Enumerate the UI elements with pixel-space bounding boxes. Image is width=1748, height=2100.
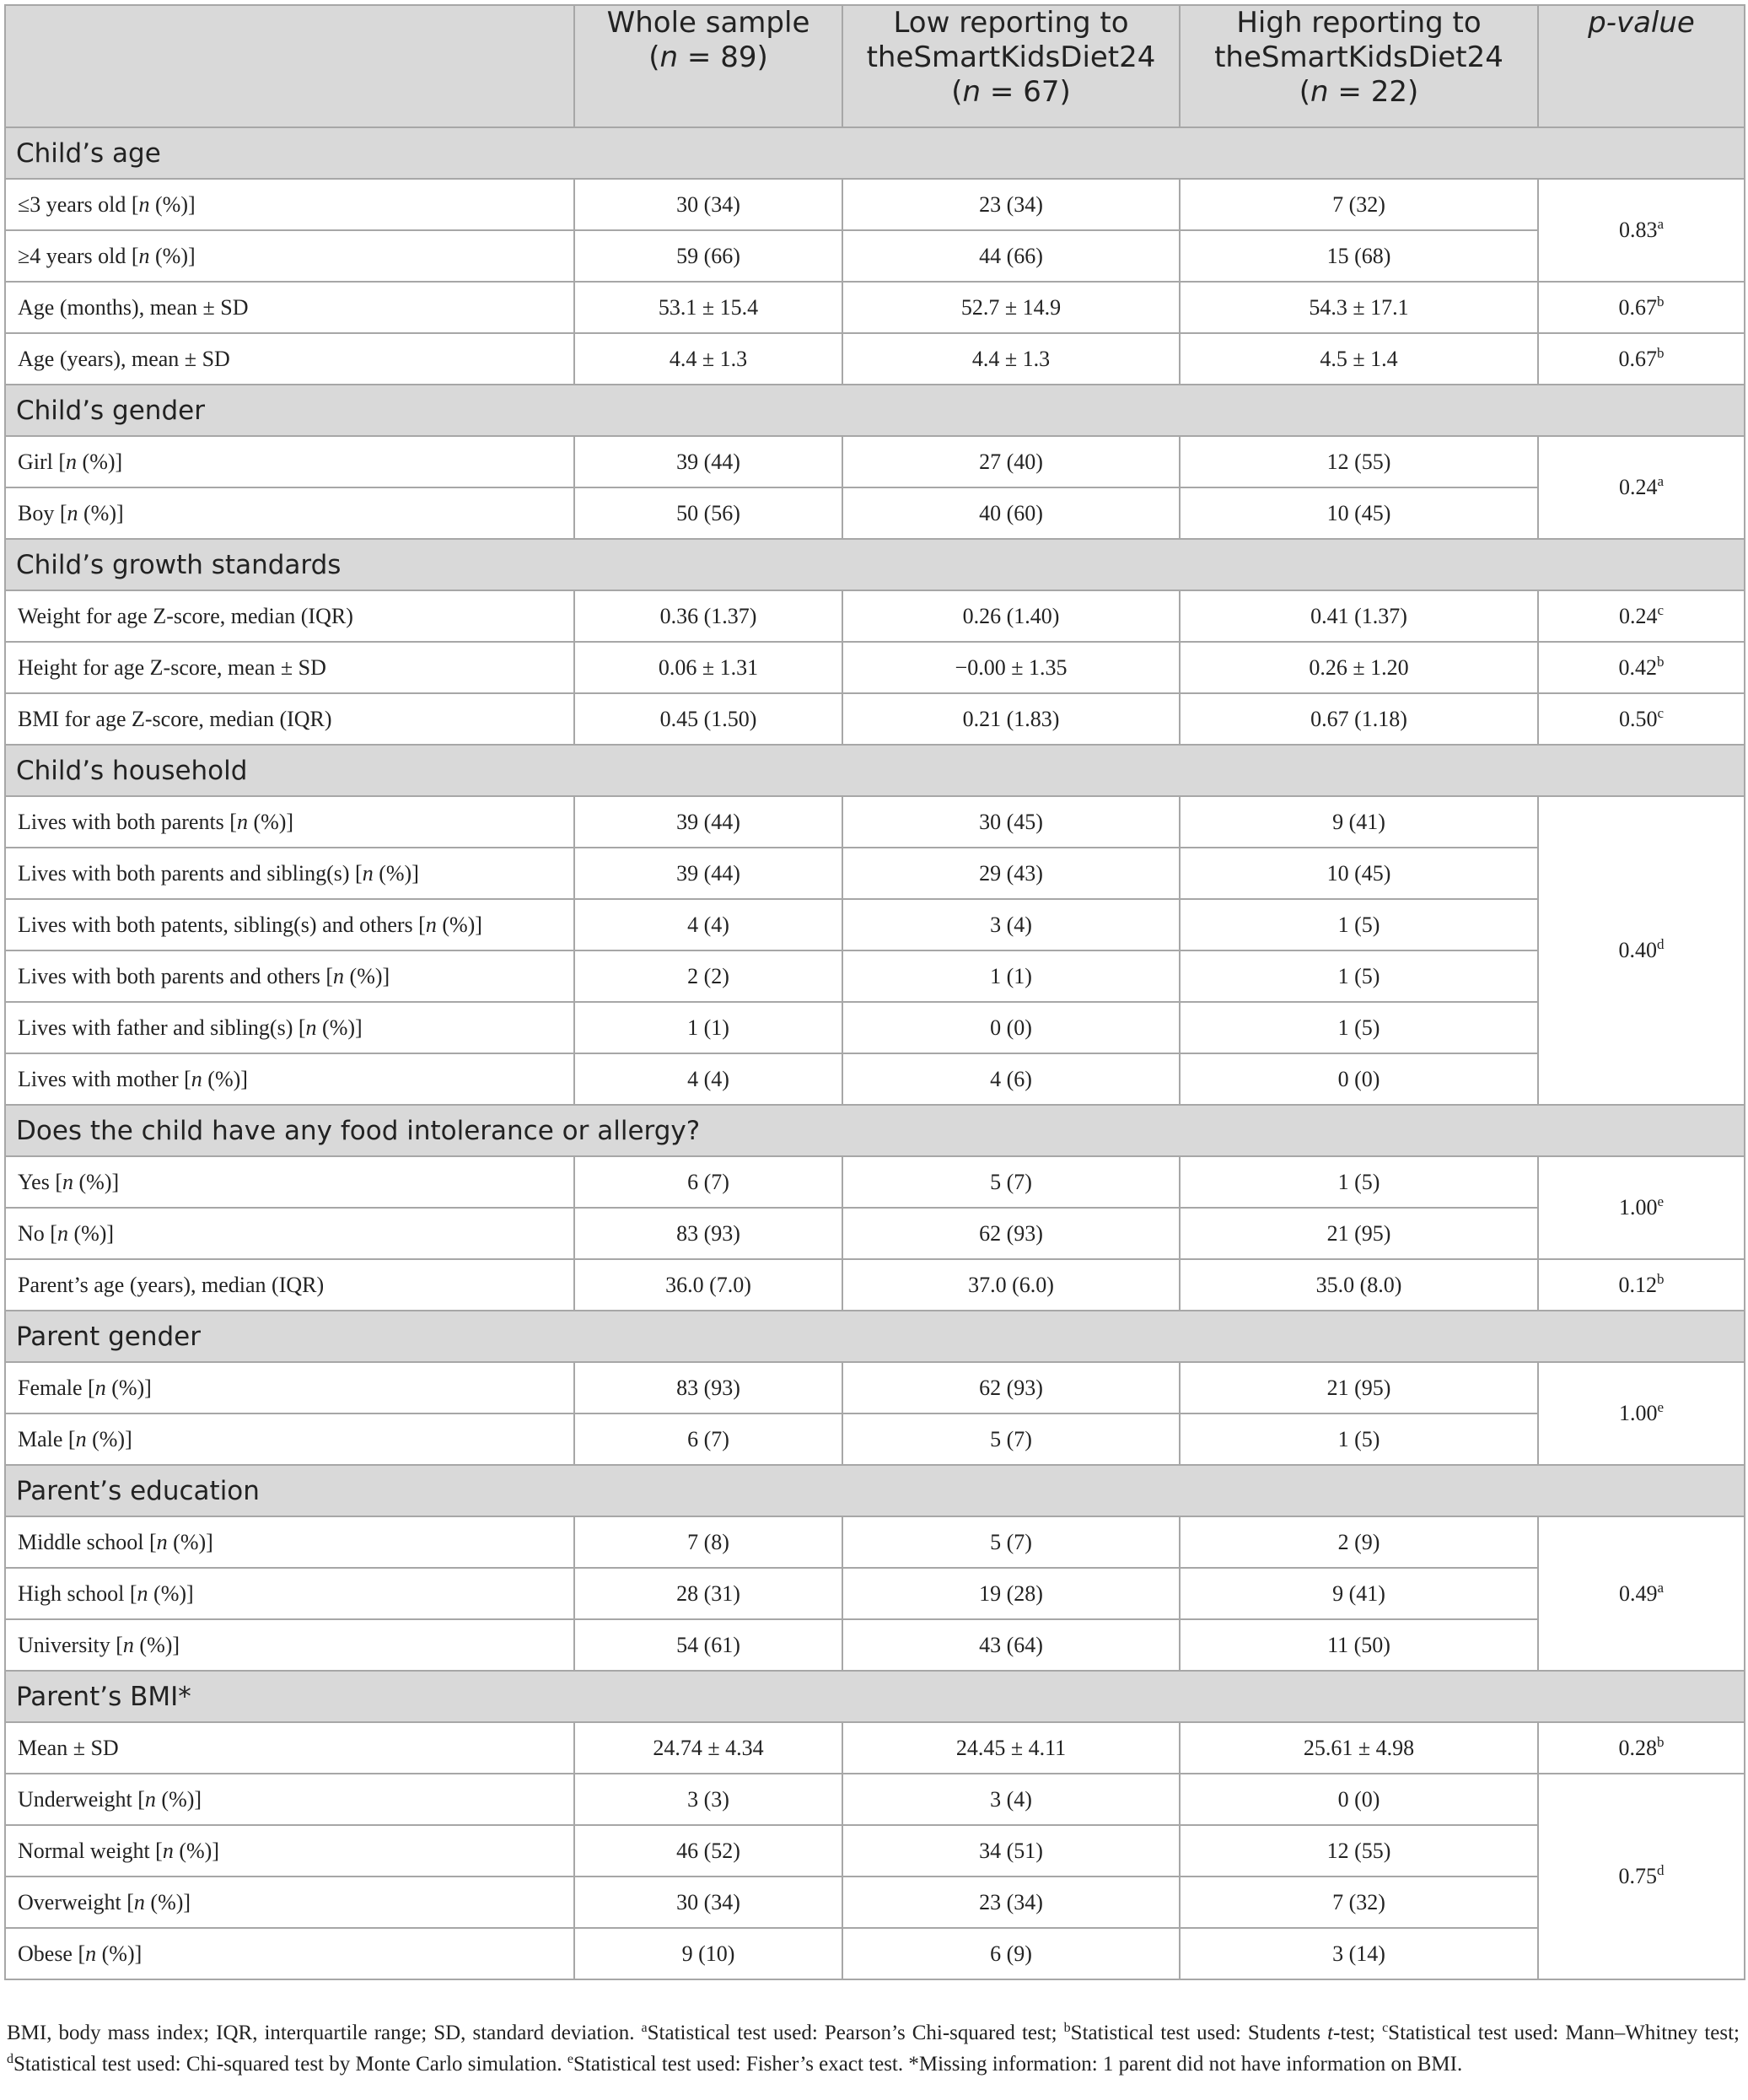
cell-whole-sample: 46 (52) — [574, 1825, 842, 1877]
table-row — [5, 1928, 1745, 1979]
cell-low-reporting: 0.21 (1.83) — [842, 693, 1180, 745]
row-label: ≤3 years old [n (%)] — [5, 179, 574, 230]
p-value-test-marker: a — [1657, 1579, 1665, 1596]
p-value-test-marker: b — [1657, 293, 1665, 310]
row-label: Height for age Z-score, mean ± SD — [5, 642, 574, 693]
table-row — [5, 1877, 1745, 1928]
table-row — [5, 848, 1745, 899]
row-label: Lives with both parents and sibling(s) [n (%)] — [5, 848, 574, 899]
p-value-test-marker: d — [1657, 1862, 1665, 1878]
cell-p-value — [1538, 436, 1745, 539]
row-label: Lives with both parents and others [n (%)] — [5, 950, 574, 1002]
cell-p-value — [1538, 179, 1745, 282]
cell-low-reporting: 44 (66) — [842, 230, 1180, 282]
cell-whole-sample: 4 (4) — [574, 899, 842, 950]
row-label: Girl [n (%)] — [5, 436, 574, 487]
cell-low-reporting: 4.4 ± 1.3 — [842, 333, 1180, 385]
cell-low-reporting: 62 (93) — [842, 1362, 1180, 1413]
cell-whole-sample: 24.74 ± 4.34 — [574, 1722, 842, 1774]
cell-high-reporting: 0.26 ± 1.20 — [1180, 642, 1538, 693]
section-title: Parent’s education — [5, 1465, 1745, 1516]
cell-high-reporting: 0 (0) — [1180, 1053, 1538, 1105]
p-value-number: 0.12 — [1618, 1272, 1657, 1297]
cell-p-value — [1538, 693, 1745, 745]
cell-whole-sample: 28 (31) — [574, 1568, 842, 1619]
table-row — [5, 1413, 1745, 1465]
row-label: University [n (%)] — [5, 1619, 574, 1671]
cell-whole-sample: 0.36 (1.37) — [574, 590, 842, 642]
section-header-age — [5, 127, 1745, 179]
table-row — [5, 436, 1745, 487]
cell-p-value — [1538, 642, 1745, 693]
section-title: Child’s age — [5, 127, 1745, 179]
cell-low-reporting: 4 (6) — [842, 1053, 1180, 1105]
p-value-test-marker: a — [1657, 216, 1665, 232]
section-header-growth — [5, 539, 1745, 590]
section-title: Child’s growth standards — [5, 539, 1745, 590]
p-value-test-marker: e — [1657, 1193, 1665, 1209]
cell-high-reporting: 2 (9) — [1180, 1516, 1538, 1568]
cell-low-reporting: 1 (1) — [842, 950, 1180, 1002]
cell-whole-sample: 50 (56) — [574, 487, 842, 539]
row-label: ≥4 years old [n (%)] — [5, 230, 574, 282]
cell-p-value — [1538, 1722, 1745, 1774]
p-value-test-marker: c — [1657, 704, 1665, 721]
table-row — [5, 1259, 1745, 1311]
cell-high-reporting: 7 (32) — [1180, 1877, 1538, 1928]
cell-p-value — [1538, 796, 1745, 1105]
table-footnote: BMI, body mass index; IQR, interquartile range; SD, standard deviation. $^a$Statistical test used: Pearson’s Chi-squared test; $^b$Statistical test used: Students t-test; $^c$Statistical test used: Mann–Whitney test; $^d$Statistical test used: Chi-squared test by Monte Carlo simulation. $^e$Statistical test used: Fisher’s exact test. *Missing information: 1 parent did not have information on BMI. — [7, 2021, 1740, 2076]
table-row — [5, 1722, 1745, 1774]
header-p-value: p-value — [1538, 5, 1745, 127]
p-value-number: 0.28 — [1618, 1735, 1657, 1760]
cell-whole-sample: 0.45 (1.50) — [574, 693, 842, 745]
cell-high-reporting: 12 (55) — [1180, 436, 1538, 487]
row-label: Age (years), mean ± SD — [5, 333, 574, 385]
cell-high-reporting: 9 (41) — [1180, 1568, 1538, 1619]
table-row — [5, 230, 1745, 282]
cell-p-value — [1538, 1362, 1745, 1465]
row-label: Lives with both parents [n (%)] — [5, 796, 574, 848]
cell-whole-sample: 53.1 ± 15.4 — [574, 282, 842, 333]
section-title: Child’s gender — [5, 385, 1745, 436]
table-row — [5, 1568, 1745, 1619]
cell-high-reporting: 12 (55) — [1180, 1825, 1538, 1877]
cell-whole-sample: 30 (34) — [574, 179, 842, 230]
row-label: Underweight [n (%)] — [5, 1774, 574, 1825]
row-label: Parent’s age (years), median (IQR) — [5, 1259, 574, 1311]
cell-high-reporting: 1 (5) — [1180, 1002, 1538, 1053]
cell-low-reporting: 3 (4) — [842, 1774, 1180, 1825]
cell-low-reporting: 5 (7) — [842, 1156, 1180, 1208]
section-title: Does the child have any food intolerance or allergy? — [5, 1105, 1745, 1156]
cell-p-value — [1538, 1774, 1745, 1979]
table-row — [5, 590, 1745, 642]
p-value-test-marker: b — [1657, 1733, 1665, 1750]
row-label: Lives with both patents, sibling(s) and others [n (%)] — [5, 899, 574, 950]
row-label: Female [n (%)] — [5, 1362, 574, 1413]
cell-low-reporting: 23 (34) — [842, 1877, 1180, 1928]
cell-high-reporting: 1 (5) — [1180, 1413, 1538, 1465]
p-value-test-marker: d — [1657, 936, 1665, 952]
cell-whole-sample: 9 (10) — [574, 1928, 842, 1979]
cell-low-reporting: −0.00 ± 1.35 — [842, 642, 1180, 693]
p-value-test-marker: c — [1657, 601, 1665, 618]
cell-low-reporting: 43 (64) — [842, 1619, 1180, 1671]
cell-low-reporting: 23 (34) — [842, 179, 1180, 230]
cell-whole-sample: 4.4 ± 1.3 — [574, 333, 842, 385]
p-value-test-marker: e — [1657, 1399, 1665, 1415]
cell-p-value — [1538, 1156, 1745, 1259]
cell-whole-sample: 54 (61) — [574, 1619, 842, 1671]
cell-whole-sample: 4 (4) — [574, 1053, 842, 1105]
table-row — [5, 1002, 1745, 1053]
p-value-test-marker: a — [1657, 473, 1665, 489]
table-row — [5, 796, 1745, 848]
row-label: No [n (%)] — [5, 1208, 574, 1259]
cell-low-reporting: 3 (4) — [842, 899, 1180, 950]
row-label: Obese [n (%)] — [5, 1928, 574, 1979]
cell-high-reporting: 3 (14) — [1180, 1928, 1538, 1979]
cell-high-reporting: 25.61 ± 4.98 — [1180, 1722, 1538, 1774]
cell-high-reporting: 15 (68) — [1180, 230, 1538, 282]
cell-low-reporting: 0 (0) — [842, 1002, 1180, 1053]
section-header-education — [5, 1465, 1745, 1516]
section-header-household — [5, 745, 1745, 796]
table-row — [5, 1362, 1745, 1413]
cell-high-reporting: 54.3 ± 17.1 — [1180, 282, 1538, 333]
cell-p-value — [1538, 333, 1745, 385]
p-value-test-marker: b — [1657, 344, 1665, 361]
table-row — [5, 899, 1745, 950]
cell-high-reporting: 21 (95) — [1180, 1362, 1538, 1413]
table-row — [5, 642, 1745, 693]
p-value-number: 0.50 — [1618, 706, 1658, 731]
table-row — [5, 282, 1745, 333]
row-label: Mean ± SD — [5, 1722, 574, 1774]
p-value-number: 0.24 — [1618, 603, 1658, 628]
cell-whole-sample: 6 (7) — [574, 1156, 842, 1208]
cell-low-reporting: 34 (51) — [842, 1825, 1180, 1877]
p-value-number: 1.00 — [1618, 1195, 1658, 1220]
cell-low-reporting: 5 (7) — [842, 1413, 1180, 1465]
cell-high-reporting: 0.67 (1.18) — [1180, 693, 1538, 745]
p-value-test-marker: b — [1657, 653, 1665, 670]
cell-high-reporting: 11 (50) — [1180, 1619, 1538, 1671]
cell-high-reporting: 10 (45) — [1180, 848, 1538, 899]
p-value-number: 1.00 — [1618, 1401, 1658, 1425]
cell-whole-sample: 0.06 ± 1.31 — [574, 642, 842, 693]
table-row — [5, 1208, 1745, 1259]
row-label: Weight for age Z-score, median (IQR) — [5, 590, 574, 642]
cell-whole-sample: 36.0 (7.0) — [574, 1259, 842, 1311]
section-title: Parent gender — [5, 1311, 1745, 1362]
cell-whole-sample: 59 (66) — [574, 230, 842, 282]
cell-high-reporting: 35.0 (8.0) — [1180, 1259, 1538, 1311]
table-body — [5, 127, 1745, 1979]
row-label: Yes [n (%)] — [5, 1156, 574, 1208]
p-value-number: 0.49 — [1618, 1580, 1658, 1606]
section-header-bmi — [5, 1671, 1745, 1722]
cell-low-reporting: 5 (7) — [842, 1516, 1180, 1568]
row-label: Age (months), mean ± SD — [5, 282, 574, 333]
table-row — [5, 1516, 1745, 1568]
row-label: Normal weight [n (%)] — [5, 1825, 574, 1877]
cell-high-reporting: 10 (45) — [1180, 487, 1538, 539]
header-blank — [5, 5, 574, 127]
cell-p-value — [1538, 1259, 1745, 1311]
p-value-number: 0.83 — [1618, 218, 1658, 242]
cell-whole-sample: 39 (44) — [574, 848, 842, 899]
cell-whole-sample: 1 (1) — [574, 1002, 842, 1053]
row-label: Male [n (%)] — [5, 1413, 574, 1465]
cell-high-reporting: 0.41 (1.37) — [1180, 590, 1538, 642]
table-row — [5, 950, 1745, 1002]
cell-low-reporting: 27 (40) — [842, 436, 1180, 487]
cell-p-value — [1538, 282, 1745, 333]
cell-low-reporting: 52.7 ± 14.9 — [842, 282, 1180, 333]
cell-high-reporting: 1 (5) — [1180, 950, 1538, 1002]
cell-low-reporting: 40 (60) — [842, 487, 1180, 539]
p-value-test-marker: b — [1657, 1270, 1665, 1287]
table-row — [5, 1619, 1745, 1671]
table-row — [5, 1053, 1745, 1105]
cell-low-reporting: 6 (9) — [842, 1928, 1180, 1979]
cell-whole-sample: 83 (93) — [574, 1362, 842, 1413]
cell-high-reporting: 21 (95) — [1180, 1208, 1538, 1259]
row-label: Middle school [n (%)] — [5, 1516, 574, 1568]
table-row — [5, 693, 1745, 745]
table-row — [5, 487, 1745, 539]
cell-p-value — [1538, 590, 1745, 642]
cell-whole-sample: 7 (8) — [574, 1516, 842, 1568]
table-row — [5, 1774, 1745, 1825]
cell-p-value — [1538, 1516, 1745, 1671]
p-value-number: 0.67 — [1618, 294, 1657, 320]
cell-low-reporting: 62 (93) — [842, 1208, 1180, 1259]
p-value-number: 0.67 — [1618, 346, 1657, 371]
cell-high-reporting: 1 (5) — [1180, 1156, 1538, 1208]
table-row — [5, 1825, 1745, 1877]
table-row — [5, 179, 1745, 230]
demographics-table — [4, 4, 1745, 1980]
section-title: Parent’s BMI* — [5, 1671, 1745, 1722]
section-header-gender — [5, 385, 1745, 436]
section-header-allergy — [5, 1105, 1745, 1156]
header-low-reporting: Low reporting to theSmartKidsDiet24 (n = 67) — [842, 5, 1180, 127]
cell-high-reporting: 1 (5) — [1180, 899, 1538, 950]
cell-low-reporting: 19 (28) — [842, 1568, 1180, 1619]
p-value-number: 0.75 — [1618, 1864, 1657, 1888]
header-high-reporting: High reporting to theSmartKidsDiet24 (n = 22) — [1180, 5, 1538, 127]
row-label: High school [n (%)] — [5, 1568, 574, 1619]
cell-whole-sample: 3 (3) — [574, 1774, 842, 1825]
cell-high-reporting: 4.5 ± 1.4 — [1180, 333, 1538, 385]
cell-whole-sample: 39 (44) — [574, 796, 842, 848]
cell-high-reporting: 7 (32) — [1180, 179, 1538, 230]
cell-whole-sample: 83 (93) — [574, 1208, 842, 1259]
cell-low-reporting: 24.45 ± 4.11 — [842, 1722, 1180, 1774]
cell-low-reporting: 37.0 (6.0) — [842, 1259, 1180, 1311]
p-value-number: 0.40 — [1618, 938, 1657, 962]
section-title: Child’s household — [5, 745, 1745, 796]
row-label: Lives with father and sibling(s) [n (%)] — [5, 1002, 574, 1053]
table-row — [5, 1156, 1745, 1208]
cell-low-reporting: 0.26 (1.40) — [842, 590, 1180, 642]
row-label: Boy [n (%)] — [5, 487, 574, 539]
cell-high-reporting: 9 (41) — [1180, 796, 1538, 848]
row-label: BMI for age Z-score, median (IQR) — [5, 693, 574, 745]
row-label: Lives with mother [n (%)] — [5, 1053, 574, 1105]
cell-low-reporting: 29 (43) — [842, 848, 1180, 899]
cell-high-reporting: 0 (0) — [1180, 1774, 1538, 1825]
p-value-number: 0.24 — [1618, 475, 1658, 499]
cell-whole-sample: 2 (2) — [574, 950, 842, 1002]
cell-whole-sample: 30 (34) — [574, 1877, 842, 1928]
header-whole-sample: Whole sample (n = 89) — [574, 5, 842, 127]
cell-whole-sample: 6 (7) — [574, 1413, 842, 1465]
cell-whole-sample: 39 (44) — [574, 436, 842, 487]
header-row — [5, 5, 1745, 127]
table-row — [5, 333, 1745, 385]
section-header-pgender — [5, 1311, 1745, 1362]
cell-low-reporting: 30 (45) — [842, 796, 1180, 848]
p-value-number: 0.42 — [1618, 654, 1657, 680]
row-label: Overweight [n (%)] — [5, 1877, 574, 1928]
